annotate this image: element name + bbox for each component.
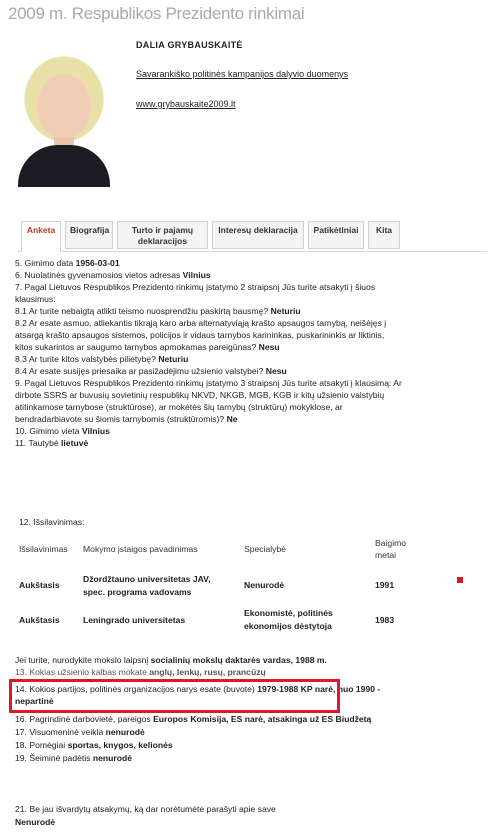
tab-turto-deklaracijos[interactable]: Turto ir pajamų deklaracijos <box>117 221 208 249</box>
q82-line2: atsargą krašto apsaugos sistemos, policijos ir vidaus tarnybos karininkas, puskarininkis ar liktinis, <box>15 330 385 340</box>
row2-level: Aukštasis <box>19 615 60 625</box>
q11-line: 11. Tautybė lietuvė <box>15 438 89 448</box>
q14-line2: nepartinė <box>15 696 54 706</box>
red-marker <box>457 577 463 583</box>
th-year-2: metai <box>375 550 397 560</box>
q7-line2: klausimus: <box>15 294 56 304</box>
row2-inst-a: Leningrado universitetas <box>83 615 186 625</box>
q14-line1: 14. Kokios partijos, politinės organizacijos narys esate (buvote) 1979-1988 KP narė, nuo 1990 - <box>15 684 381 694</box>
q12-line: 12. Išsilavinimas: <box>19 517 85 527</box>
row1-level: Aukštasis <box>19 580 60 590</box>
th-institution: Mokymo įstaigos pavadinimas <box>83 544 198 554</box>
th-year: Baigimo <box>375 538 407 548</box>
row1-year: 1991 <box>375 580 395 590</box>
degree-line: Jei turite, nurodykite mokslo laipsnį socialinių mokslų daktarės vardas, 1988 m. <box>15 655 327 665</box>
q81-line: 8.1 Ar turite nebaigtą atlikti teismo nuosprendžiu paskirtą bausmę? Neturiu <box>15 306 301 316</box>
row1-inst-a: Džordžtauno universitetas JAV, <box>83 574 211 584</box>
q9-line4: bendradarbiavote su šiomis tarnybomis (struktūromis)? Ne <box>15 414 238 424</box>
q82-line1: 8.2 Ar esate asmuo, atliekantis tikrąją karo arba alternatyviąją krašto apsaugos tarnybą, neišėjęs į <box>15 318 387 328</box>
q10-line: 10. Gimimo vieta Vilnius <box>15 426 110 436</box>
tab-anketa[interactable]: Anketa <box>21 221 61 252</box>
row1-inst-b: spec. programa vadovams <box>83 587 192 597</box>
row2-spec-a: Ekonomistė, politinės <box>244 608 333 618</box>
row1-specialty: Nenurodė <box>244 580 285 590</box>
candidate-name: DALIA GRYBAUSKAITĖ <box>136 40 243 50</box>
q84-line: 8.4 Ar esate susijęs priesaika ar pasižadėjimu užsienio valstybei? Nesu <box>15 366 287 376</box>
q9-line1: 9. Pagal Lietuvos Respublikos Prezidento rinkimų įstatymo 3 straipsnį Jūs turite atsakyti į klausimą: Ar <box>15 378 402 388</box>
q9-line2: dirbote SSRS ar buvusių sovietinių respublikų NKVD, NKGB, MGB, KGB ir kitų užsienio valstybių <box>15 390 385 400</box>
q7-line1: 7. Pagal Lietuvos Respublikos Prezidento rinkimų įstatymo 2 straipsnį Jūs turite atsakyti į šiuos <box>15 282 376 292</box>
th-specialty: Specialybė <box>244 544 287 554</box>
candidate-photo <box>12 47 116 187</box>
q83-line: 8.3 Ar turite kitos valstybės pilietybę? Neturiu <box>15 354 189 364</box>
q21-value: Nenurodė <box>15 817 56 827</box>
q19-line: 19. Šeiminė padėtis nenurodė <box>15 753 133 763</box>
q13-line: 13. Kokias užsienio kalbas mokate anglų, lenkų, rusų, prancūzų <box>15 667 266 677</box>
website-link[interactable]: www.grybauskaite2009.lt <box>136 99 236 109</box>
q6-line: 6. Nuolatinės gyvenamosios vietos adresas Vilnius <box>15 270 211 280</box>
q18-line: 18. Pomėgiai sportas, knygos, kelionės <box>15 740 173 750</box>
tab-bar <box>17 221 487 252</box>
tab-interesu-deklaracija[interactable]: Interesų deklaracija <box>212 221 304 249</box>
th-level: Išsilavinimas <box>19 544 68 554</box>
tab-kita[interactable]: Kita <box>368 221 400 249</box>
tab-biografija[interactable]: Biografija <box>65 221 113 249</box>
q16-line: 16. Pagrindinė darbovietė, pareigos Europos Komisija, ES narė, atsakinga už ES Biudžetą <box>15 714 372 724</box>
q9-line3: atitinkamose tarnybose (struktūrose), ar mokėtės šių tarnybų (struktūrų) mokyklose, ar <box>15 402 343 412</box>
tab-patiketiniai[interactable]: Patikėtiniai <box>308 221 364 249</box>
page-title: 2009 m. Respublikos Prezidento rinkimai <box>8 4 305 23</box>
q5-line: 5. Gimimo data 1956-03-01 <box>15 258 120 268</box>
row2-year: 1983 <box>375 615 395 625</box>
q21-line: 21. Be jau išvardytų atsakymų, ką dar norėtumėte parašyti apie save <box>15 804 276 814</box>
q82-line3: kitos sukarintos ar saugumo tarnybos apmokamas pareigūnas? Nesu <box>15 342 280 352</box>
highlight-box <box>9 679 340 713</box>
campaign-data-link[interactable]: Savarankiško politinės kampanijos dalyvio duomenys <box>136 69 349 79</box>
row2-spec-b: ekonomijos dėstytoja <box>244 621 332 631</box>
q17-line: 17. Visuomeninė veikla nenurodė <box>15 727 145 737</box>
